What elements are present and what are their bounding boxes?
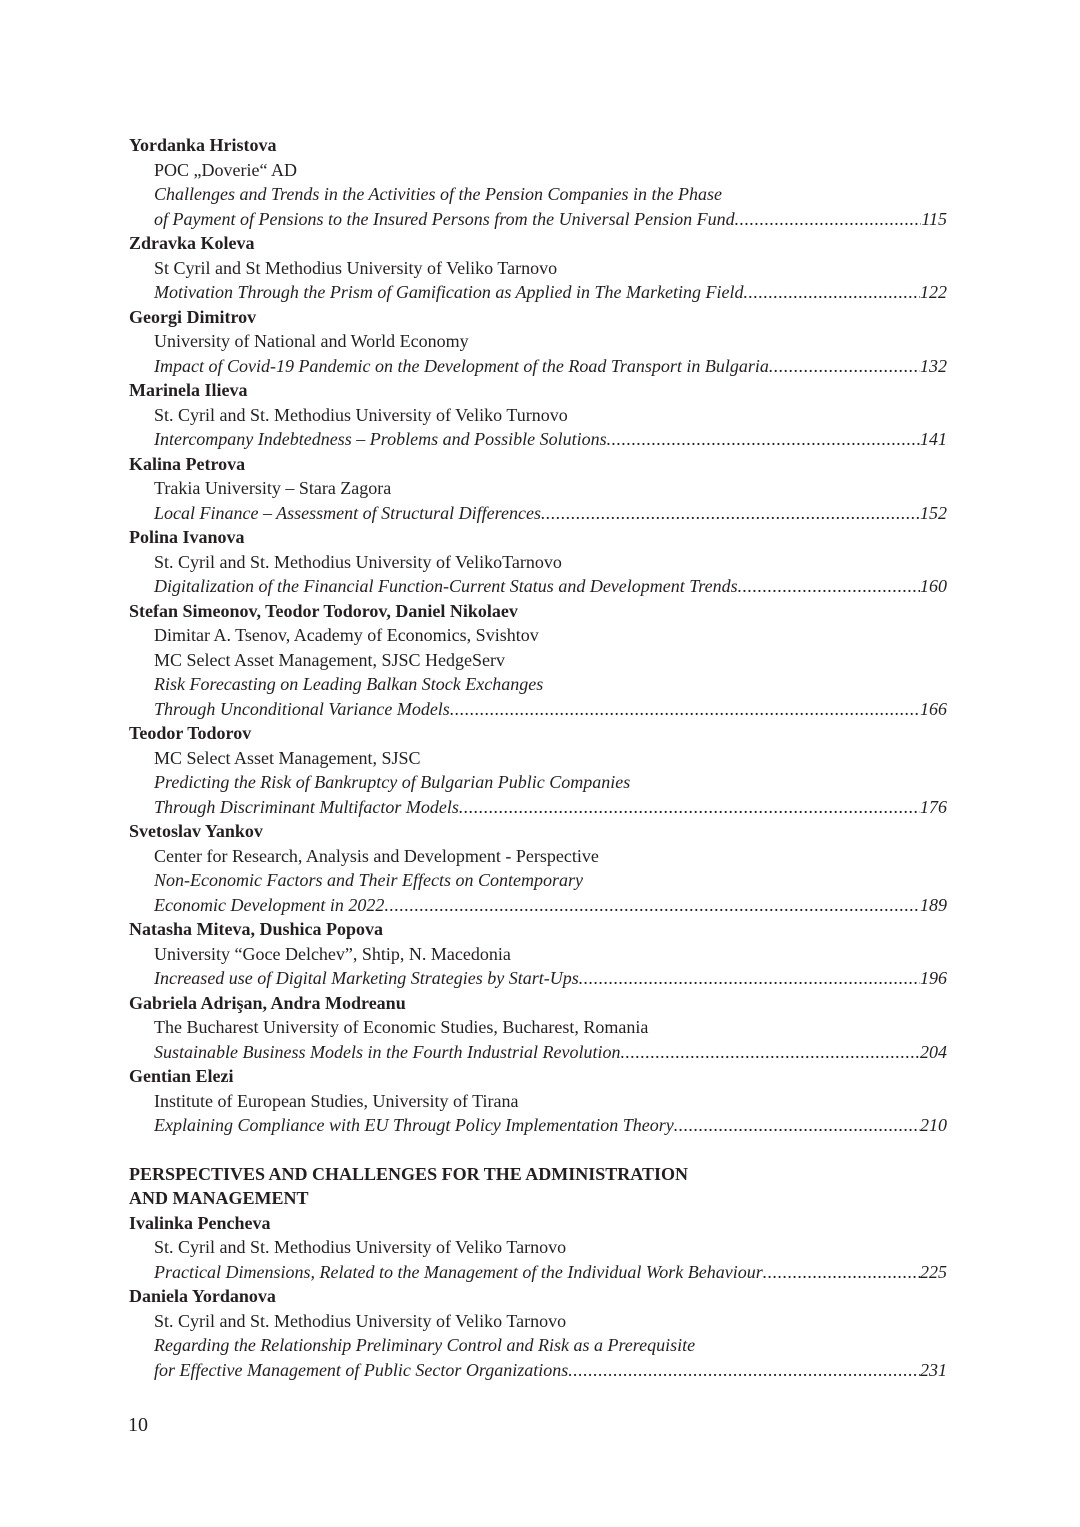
entry-page-number: 225 (920, 1261, 947, 1282)
entry-title-line: for Effective Management of Public Sector Organizations (154, 1359, 569, 1380)
entry-affiliation: St. Cyril and St. Methodius University of Veliko Turnovo (154, 404, 568, 425)
entry-affiliation: St. Cyril and St. Methodius University of Veliko Tarnovo (154, 1310, 567, 1331)
entry-title-line: Risk Forecasting on Leading Balkan Stock Exchanges (154, 674, 544, 694)
dot-leader (620, 1040, 920, 1065)
entry-author: Georgi Dimitrov (129, 306, 257, 327)
section-heading-line: AND MANAGEMENT (129, 1188, 309, 1208)
entry-title-line: Regarding the Relationship Preliminary Control and Risk as a Prerequisite (154, 1335, 696, 1355)
entry-title-with-page (129, 280, 947, 305)
dot-leader (743, 280, 920, 305)
entry-affiliation: Center for Research, Analysis and Development - Perspective (154, 845, 599, 866)
entry-author: Gabriela Adrişan, Andra Modreanu (129, 992, 406, 1013)
entry-title-line: Explaining Compliance with EU Througt Policy Implementation Theory (154, 1115, 674, 1135)
entry-author: Daniela Yordanova (129, 1286, 276, 1306)
entry-author: Stefan Simeonov, Teodor Todorov, Daniel Nikolaev (129, 600, 518, 621)
entry-title-with-page (129, 697, 947, 722)
toc-entry (129, 819, 947, 917)
entry-affiliation: Institute of European Studies, University of Tirana (154, 1090, 519, 1111)
entry-title-with-page (129, 501, 947, 526)
entry-page-number: 122 (920, 282, 947, 302)
entry-author: Teodor Todorov (129, 723, 252, 743)
dot-leader (769, 354, 920, 379)
entry-affiliation: The Bucharest University of Economic Studies, Bucharest, Romania (154, 1017, 649, 1037)
entry-affiliation: University of National and World Economy (154, 331, 469, 351)
toc-entry (129, 378, 947, 452)
entry-page-number: 204 (920, 1041, 947, 1062)
entry-page-number: 132 (920, 355, 947, 376)
entry-title-with-page (129, 354, 947, 379)
entry-affiliation: University “Goce Delchev”, Shtip, N. Macedonia (154, 943, 511, 964)
entry-page-number: 166 (920, 698, 947, 719)
toc-entry (129, 1064, 947, 1138)
entry-title-line: Local Finance – Assessment of Structural Differences (154, 502, 541, 523)
entry-author: Yordanka Hristova (129, 135, 277, 155)
entry-affiliation: Trakia University – Stara Zagora (154, 478, 392, 498)
toc-entry (129, 525, 947, 599)
entry-author: Gentian Elezi (129, 1066, 234, 1086)
entry-page-number: 196 (920, 968, 947, 988)
toc-entry (129, 231, 947, 305)
entry-affiliation: Dimitar A. Tsenov, Academy of Economics, Svishtov (154, 625, 539, 645)
dot-leader (674, 1113, 920, 1138)
entry-affiliation: St Cyril and St Methodius University of Veliko Tarnovo (154, 257, 558, 278)
entry-title-line: Challenges and Trends in the Activities of the Pension Companies in the Phase (154, 184, 722, 204)
toc-entry (129, 991, 947, 1065)
entry-title-with-page (129, 795, 947, 820)
dot-leader (459, 795, 920, 820)
entry-title-with-page (129, 966, 947, 991)
entry-title-line: Through Discriminant Multifactor Models (154, 796, 459, 817)
entry-author: Ivalinka Pencheva (129, 1212, 271, 1233)
section-heading (129, 1162, 947, 1211)
entry-affiliation: MC Select Asset Management, SJSC HedgeServ (154, 649, 505, 670)
entry-page-number: 231 (920, 1359, 947, 1380)
toc-entry (129, 917, 947, 991)
entry-title-line: Non-Economic Factors and Their Effects on Contemporary (154, 870, 583, 890)
entry-affiliation: MC Select Asset Management, SJSC (154, 747, 421, 768)
entry-title-with-page (129, 1358, 947, 1383)
dot-leader (579, 966, 920, 991)
entry-affiliation: POC „Doverie“ AD (154, 159, 297, 180)
toc-entry (129, 599, 947, 722)
entry-title-line: Sustainable Business Models in the Fourth Industrial Revolution (154, 1041, 621, 1062)
dot-leader (450, 697, 920, 722)
toc-entry (129, 452, 947, 526)
entry-title-with-page (129, 207, 947, 232)
entry-title-line: Predicting the Risk of Bankruptcy of Bulgarian Public Companies (154, 772, 631, 792)
entry-title-with-page (129, 427, 947, 452)
entry-page-number: 152 (920, 502, 947, 523)
entry-title-line: of Payment of Pensions to the Insured Persons from the Universal Pension Fund (154, 208, 735, 229)
entry-page-number: 189 (920, 894, 947, 915)
entry-title-line: Motivation Through the Prism of Gamification as Applied in The Marketing Field (154, 282, 744, 302)
entry-author: Zdravka Koleva (129, 233, 255, 253)
entry-title-with-page (129, 1113, 947, 1138)
entry-author: Kalina Petrova (129, 453, 246, 474)
page-number: 10 (128, 1414, 148, 1436)
entry-affiliation: St. Cyril and St. Methodius University of Veliko Tarnovo (154, 1237, 567, 1257)
entry-title-with-page (129, 1260, 947, 1285)
entry-page-number: 160 (920, 576, 947, 596)
entry-title-with-page (129, 893, 947, 918)
entry-author: Svetoslav Yankov (129, 821, 263, 841)
toc-entry (129, 1284, 947, 1382)
toc-entry (129, 305, 947, 379)
dot-leader (384, 893, 920, 918)
dot-leader (541, 501, 920, 526)
entry-author: Polina Ivanova (129, 527, 245, 547)
entry-page-number: 210 (920, 1115, 947, 1135)
entry-title-line: Digitalization of the Financial Function-Current Status and Development Trends (154, 576, 738, 596)
toc-entry (129, 133, 947, 231)
dot-leader (738, 574, 920, 599)
entry-page-number: 141 (920, 429, 947, 449)
entry-title-with-page (129, 574, 947, 599)
section-heading-line: PERSPECTIVES AND CHALLENGES FOR THE ADMINISTRATION (129, 1163, 688, 1184)
entry-page-number: 176 (920, 796, 947, 817)
table-of-contents (129, 133, 947, 1382)
entry-author: Marinela Ilieva (129, 380, 248, 400)
entry-title-line: Increased use of Digital Marketing Strategies by Start-Ups (154, 968, 579, 988)
entry-title-line: Practical Dimensions, Related to the Management of the Individual Work Behaviour (154, 1261, 763, 1282)
entry-title-line: Through Unconditional Variance Models (154, 698, 450, 719)
entry-affiliation: St. Cyril and St. Methodius University of VelikoTarnovo (154, 551, 562, 572)
entry-page-number: 115 (921, 208, 947, 229)
dot-leader (607, 427, 920, 452)
entry-title-line: Intercompany Indebtedness – Problems and Possible Solutions (154, 429, 607, 449)
entry-title-with-page (129, 1040, 947, 1065)
dot-leader (735, 207, 922, 232)
dot-leader (568, 1358, 920, 1383)
dot-leader (763, 1260, 920, 1285)
entry-title-line: Economic Development in 2022 (154, 894, 385, 915)
entry-title-line: Impact of Covid-19 Pandemic on the Development of the Road Transport in Bulgaria (154, 355, 769, 376)
toc-entry (129, 1211, 947, 1285)
entry-author: Natasha Miteva, Dushica Popova (129, 919, 384, 939)
toc-entry (129, 721, 947, 819)
